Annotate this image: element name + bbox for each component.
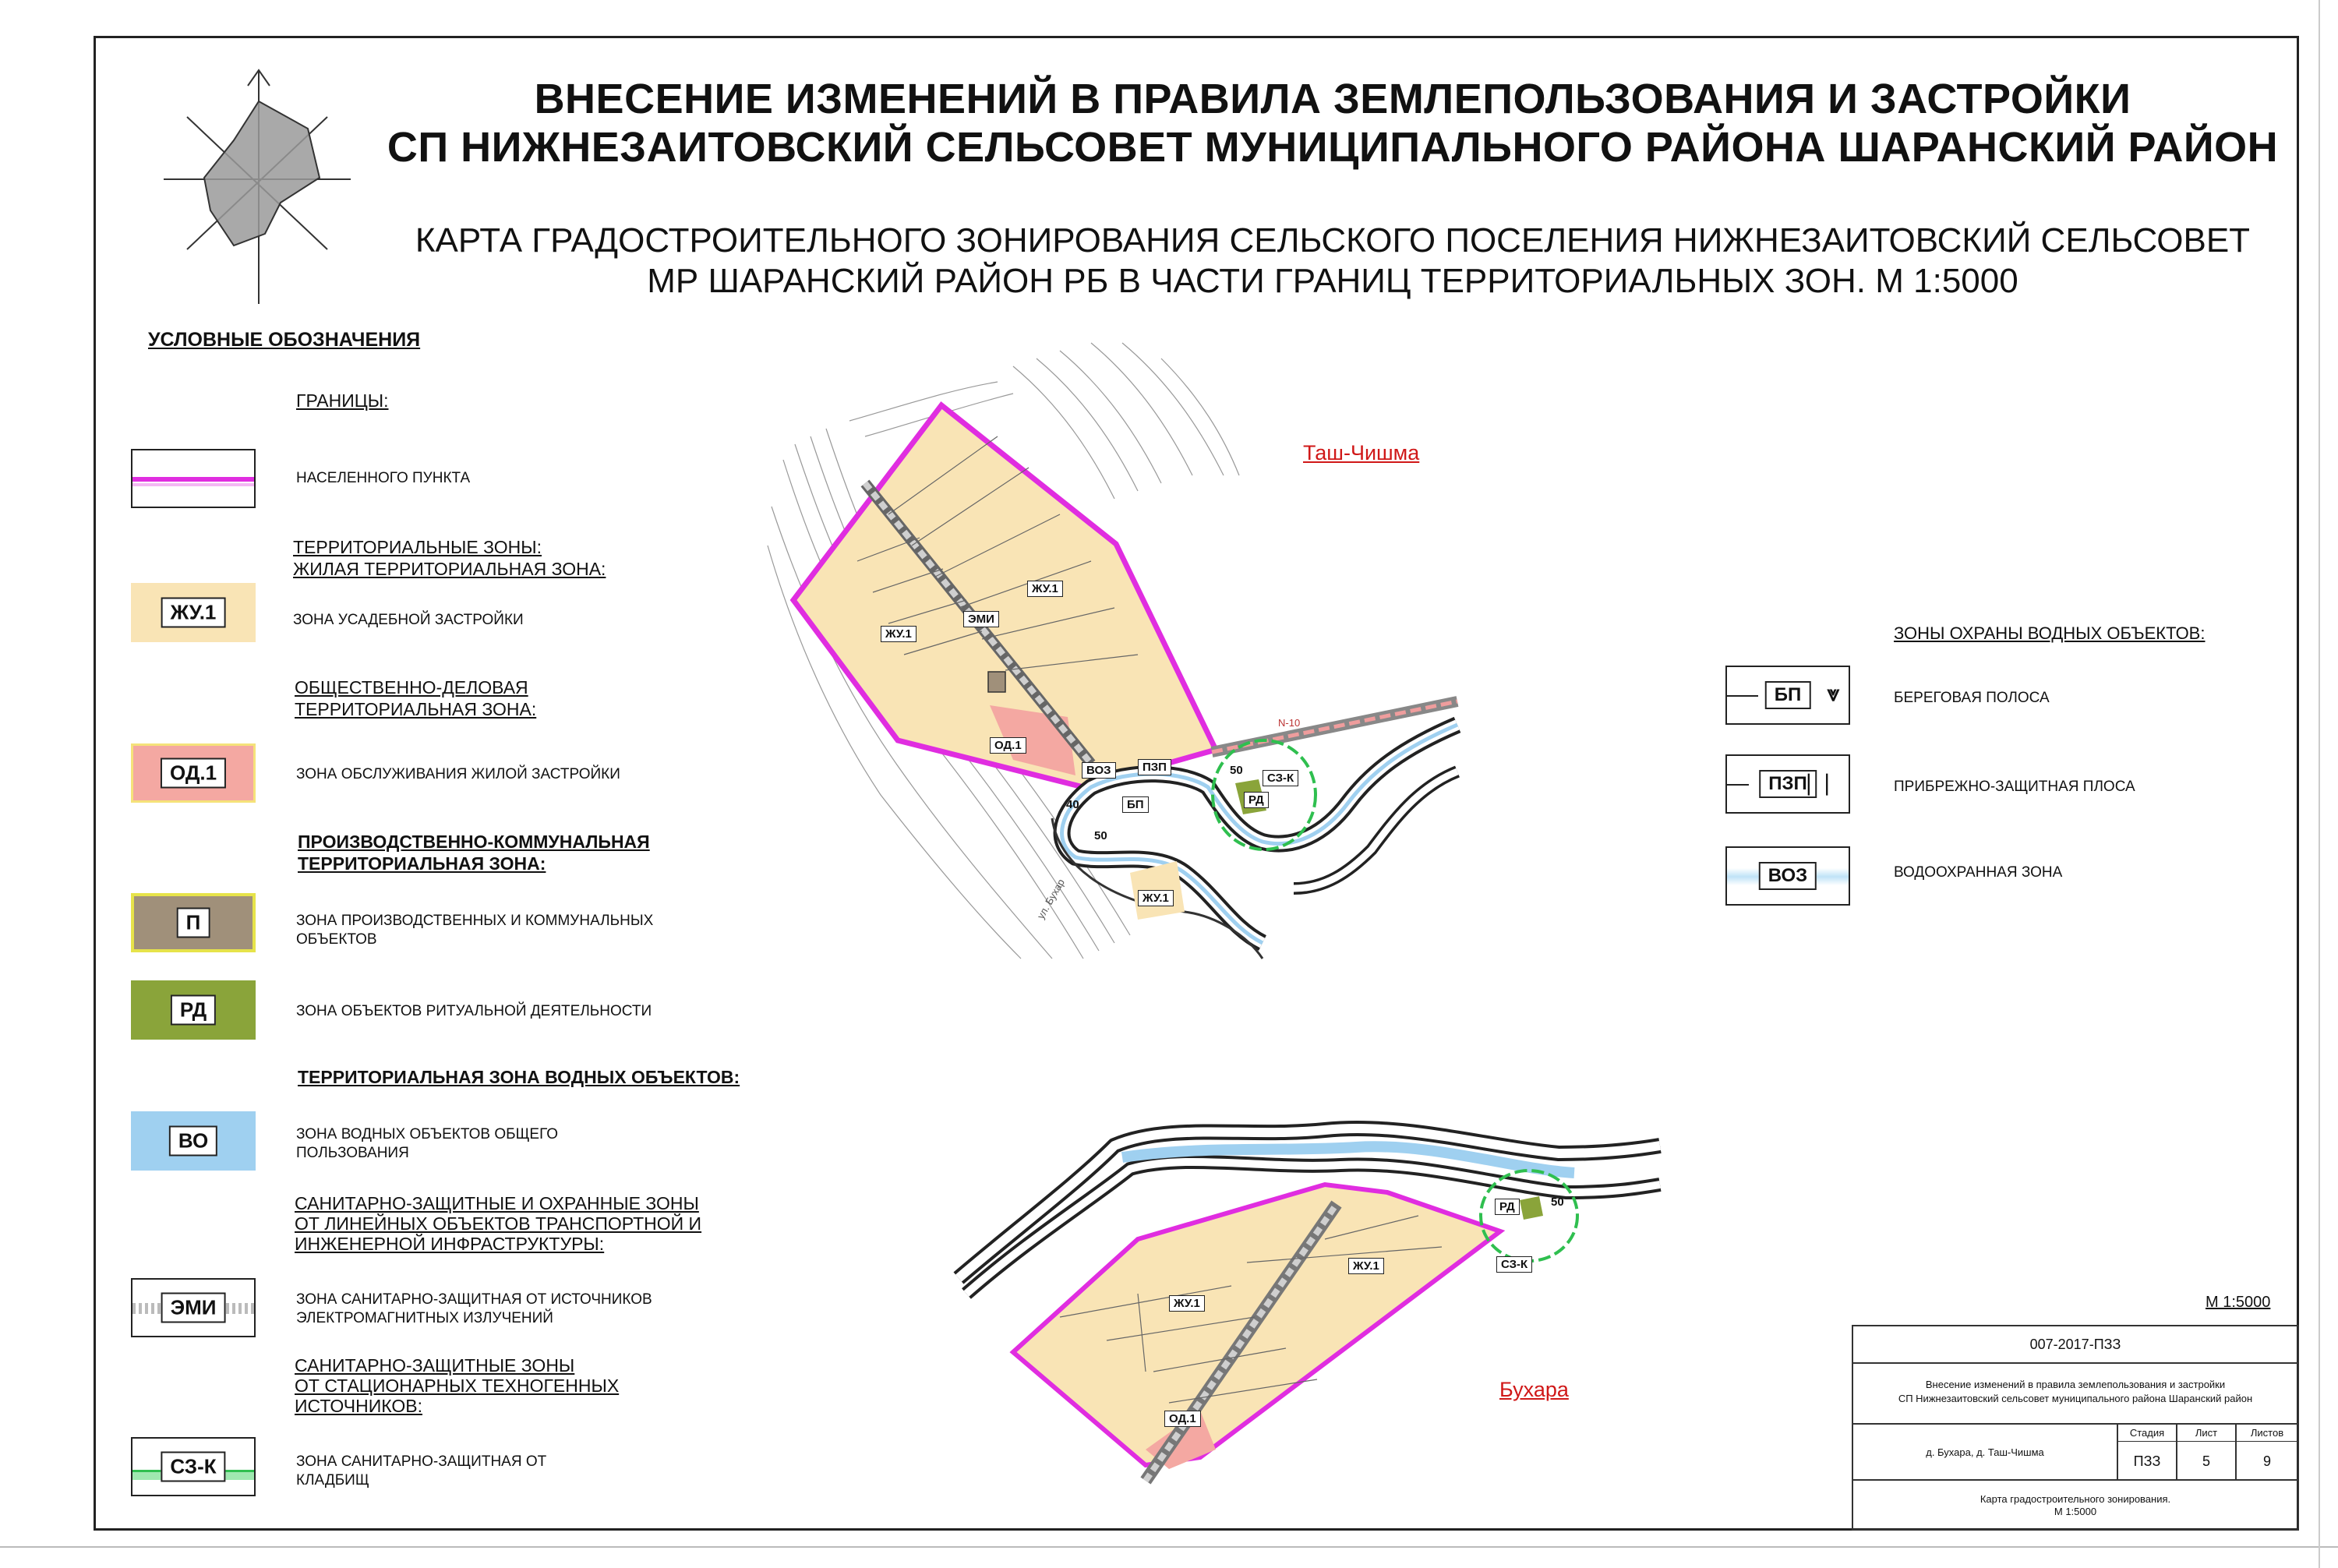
legend-swatch-szk	[131, 1437, 256, 1496]
legend-section-pk-2: ТЕРРИТОРИАЛЬНАЯ ЗОНА:	[298, 853, 546, 874]
stamp-stage: ПЗЗ	[2118, 1442, 2177, 1481]
legend-section-borders: ГРАНИЦЫ:	[296, 390, 389, 411]
legend-section-sz-1: САНИТАРНО-ЗАЩИТНЫЕ И ОХРАННЫЕ ЗОНЫ	[295, 1193, 699, 1213]
map-label: ПЗП	[1138, 759, 1171, 775]
legend-label-p-2: ОБЪЕКТОВ	[296, 931, 377, 948]
street-label: ул. Бухар	[1034, 877, 1067, 921]
map-label: ЖУ.1	[1169, 1295, 1205, 1312]
legend-code-rd: РД	[171, 995, 216, 1026]
stamp-desc-1: Внесение изменений в правила землепользования и застройки	[1925, 1379, 2226, 1390]
legend-code-voz: ВОЗ	[1759, 862, 1817, 890]
stamp-header-stage: Стадия	[2118, 1425, 2177, 1442]
map-label: ВОЗ	[1082, 762, 1116, 779]
legend-swatch-zu1	[131, 583, 256, 642]
title-block	[1852, 1325, 2299, 1531]
subtitle-line-1: КАРТА ГРАДОСТРОИТЕЛЬНОГО ЗОНИРОВАНИЯ СЕЛЬСКОГО ПОСЕЛЕНИЯ НИЖНЕЗАИТОВСКИЙ СЕЛЬСОВЕТ	[415, 221, 2251, 260]
legend-swatch-od1	[131, 743, 256, 803]
legend-label-emi-2: ЭЛЕКТРОМАГНИТНЫХ ИЗЛУЧЕНИЙ	[296, 1310, 553, 1326]
stamp-villages: д. Бухара, д. Таш-Чишма	[1853, 1425, 2118, 1481]
dimension-label: 40	[1066, 798, 1079, 811]
legend-section-vo: ТЕРРИТОРИАЛЬНАЯ ЗОНА ВОДНЫХ ОБЪЕКТОВ:	[298, 1067, 740, 1087]
map-label: ЖУ.1	[1027, 581, 1063, 597]
map-label: ЖУ.1	[881, 626, 916, 642]
bank-line-icon: ⩔	[1827, 681, 1839, 705]
map-scale: М 1:5000	[2206, 1294, 2271, 1311]
stamp-sheet: 5	[2177, 1442, 2237, 1481]
legend-label-od1: ЗОНА ОБСЛУЖИВАНИЯ ЖИЛОЙ ЗАСТРОЙКИ	[296, 766, 620, 782]
legend-section-sz-3: ИНЖЕНЕРНОЙ ИНФРАСТРУКТУРЫ:	[295, 1234, 605, 1254]
legend-section-terr: ТЕРРИТОРИАЛЬНЫЕ ЗОНЫ:	[293, 537, 542, 557]
place-name-tash-chishma: Таш-Чишма	[1303, 441, 1420, 464]
map-label: РД	[1244, 792, 1269, 808]
subtitle-line-2: МР ШАРАНСКИЙ РАЙОН РБ В ЧАСТИ ГРАНИЦ ТЕРРИТОРИАЛЬНЫХ ЗОН. М 1:5000	[647, 262, 2018, 300]
legend-code-emi: ЭМИ	[161, 1293, 226, 1323]
map-label: ЖУ.1	[1138, 890, 1174, 906]
stamp-code: 007-2017-ПЗЗ	[1853, 1326, 2297, 1364]
cemetery-zone-south	[1520, 1196, 1543, 1220]
legend-section-pk-1: ПРОИЗВОДСТВЕННО-КОММУНАЛЬНАЯ	[298, 832, 650, 852]
legend-code-vo: ВО	[169, 1126, 217, 1157]
legend-label-szk-2: КЛАДБИЩ	[296, 1472, 369, 1489]
stamp-header-sheets: Листов	[2237, 1425, 2297, 1442]
legend-label-zu1: ЗОНА УСАДЕБНОЙ ЗАСТРОЙКИ	[293, 612, 524, 628]
stamp-desc-2: СП Нижнезаитовский сельсовет муниципального района Шаранский район	[1898, 1393, 2253, 1404]
legend-section-sz-2: ОТ ЛИНЕЙНЫХ ОБЪЕКТОВ ТРАНСПОРТНОЙ И	[295, 1213, 702, 1234]
stamp-description	[1853, 1364, 2297, 1425]
map-label: СЗ-К	[1496, 1256, 1532, 1273]
legend-swatch-voz	[1725, 846, 1850, 906]
stamp-header-sheet: Лист	[2177, 1425, 2237, 1442]
legend-section-od-1: ОБЩЕСТВЕННО-ДЕЛОВАЯ	[295, 677, 528, 697]
legend-section-szs-3: ИСТОЧНИКОВ:	[295, 1396, 423, 1416]
legend-label-pzp: ПРИБРЕЖНО-ЗАЩИТНАЯ ПЛОСА	[1894, 779, 2135, 795]
protective-strip-icon: ❘❘	[1799, 771, 1836, 795]
map-label: ЖУ.1	[1348, 1258, 1384, 1274]
legend-code-od1: ОД.1	[161, 758, 226, 789]
legend-swatch-p	[131, 893, 256, 952]
legend-swatch-emi	[131, 1278, 256, 1337]
legend-label-szk-1: ЗОНА САНИТАРНО-ЗАЩИТНАЯ ОТ	[296, 1453, 547, 1470]
map-label: ЭМИ	[963, 611, 999, 627]
legend-label-vo-2: ПОЛЬЗОВАНИЯ	[296, 1145, 409, 1161]
production-zone-p	[988, 672, 1005, 692]
wind-rose-icon	[164, 70, 351, 304]
legend-label-voz: ВОДООХРАННАЯ ЗОНА	[1894, 864, 2063, 881]
legend-code-p: П	[177, 908, 210, 938]
legend-label-settlement: НАСЕЛЕННОГО ПУНКТА	[296, 470, 471, 486]
title-line-2: СП НИЖНЕЗАИТОВСКИЙ СЕЛЬСОВЕТ МУНИЦИПАЛЬНОГО РАЙОНА ШАРАНСКИЙ РАЙОН	[387, 124, 2279, 171]
legend-label-vo-1: ЗОНА ВОДНЫХ ОБЪЕКТОВ ОБЩЕГО	[296, 1126, 559, 1142]
map-label: БП	[1122, 796, 1149, 813]
legend-label-emi-1: ЗОНА САНИТАРНО-ЗАЩИТНАЯ ОТ ИСТОЧНИКОВ	[296, 1291, 652, 1308]
legend-section-residential: ЖИЛАЯ ТЕРРИТОРИАЛЬНАЯ ЗОНА:	[293, 559, 606, 579]
water-zones-heading: ЗОНЫ ОХРАНЫ ВОДНЫХ ОБЪЕКТОВ:	[1894, 623, 2206, 643]
stamp-footer	[1853, 1481, 2297, 1529]
legend-swatch-vo	[131, 1111, 256, 1171]
legend-heading: УСЛОВНЫЕ ОБОЗНАЧЕНИЯ	[148, 329, 421, 351]
legend-code-bp: БП	[1765, 681, 1811, 709]
legend-section-szs-2: ОТ СТАЦИОНАРНЫХ ТЕХНОГЕННЫХ	[295, 1376, 620, 1396]
dimension-label: 50	[1551, 1195, 1564, 1209]
legend-swatch-settlement	[131, 449, 256, 508]
legend-section-od-2: ТЕРРИТОРИАЛЬНАЯ ЗОНА:	[295, 699, 537, 719]
map-label: ОД.1	[990, 737, 1026, 754]
legend-code-szk: СЗ-К	[161, 1452, 225, 1482]
stamp-sheets: 9	[2237, 1442, 2297, 1481]
legend-code-zu1: ЖУ.1	[161, 598, 226, 628]
legend-code-pzp: ПЗП	[1759, 770, 1817, 798]
map-label: РД	[1495, 1199, 1520, 1215]
legend-label-p-1: ЗОНА ПРОИЗВОДСТВЕННЫХ И КОММУНАЛЬНЫХ	[296, 913, 654, 929]
map-label: СЗ-К	[1263, 770, 1298, 786]
legend-label-bp: БЕРЕГОВАЯ ПОЛОСА	[1894, 690, 2050, 706]
dimension-label: 50	[1230, 764, 1243, 777]
place-name-bukhara: Бухара	[1499, 1378, 1569, 1401]
stamp-footer-2: М 1:5000	[2054, 1506, 2097, 1517]
legend-label-rd: ЗОНА ОБЪЕКТОВ РИТУАЛЬНОЙ ДЕЯТЕЛЬНОСТИ	[296, 1003, 652, 1019]
stamp-footer-1: Карта градостроительного зонирования.	[1980, 1493, 2171, 1505]
title-line-1: ВНЕСЕНИЕ ИЗМЕНЕНИЙ В ПРАВИЛА ЗЕМЛЕПОЛЬЗОВАНИЯ И ЗАСТРОЙКИ	[534, 76, 2131, 122]
legend-swatch-pzp	[1725, 754, 1850, 814]
legend-section-szs-1: САНИТАРНО-ЗАЩИТНЫЕ ЗОНЫ	[295, 1355, 575, 1376]
legend-swatch-rd	[131, 980, 256, 1040]
legend-swatch-bp	[1725, 666, 1850, 725]
road-label: N-10	[1278, 717, 1301, 729]
map-label: ОД.1	[1164, 1411, 1201, 1427]
dimension-label: 50	[1094, 829, 1107, 842]
